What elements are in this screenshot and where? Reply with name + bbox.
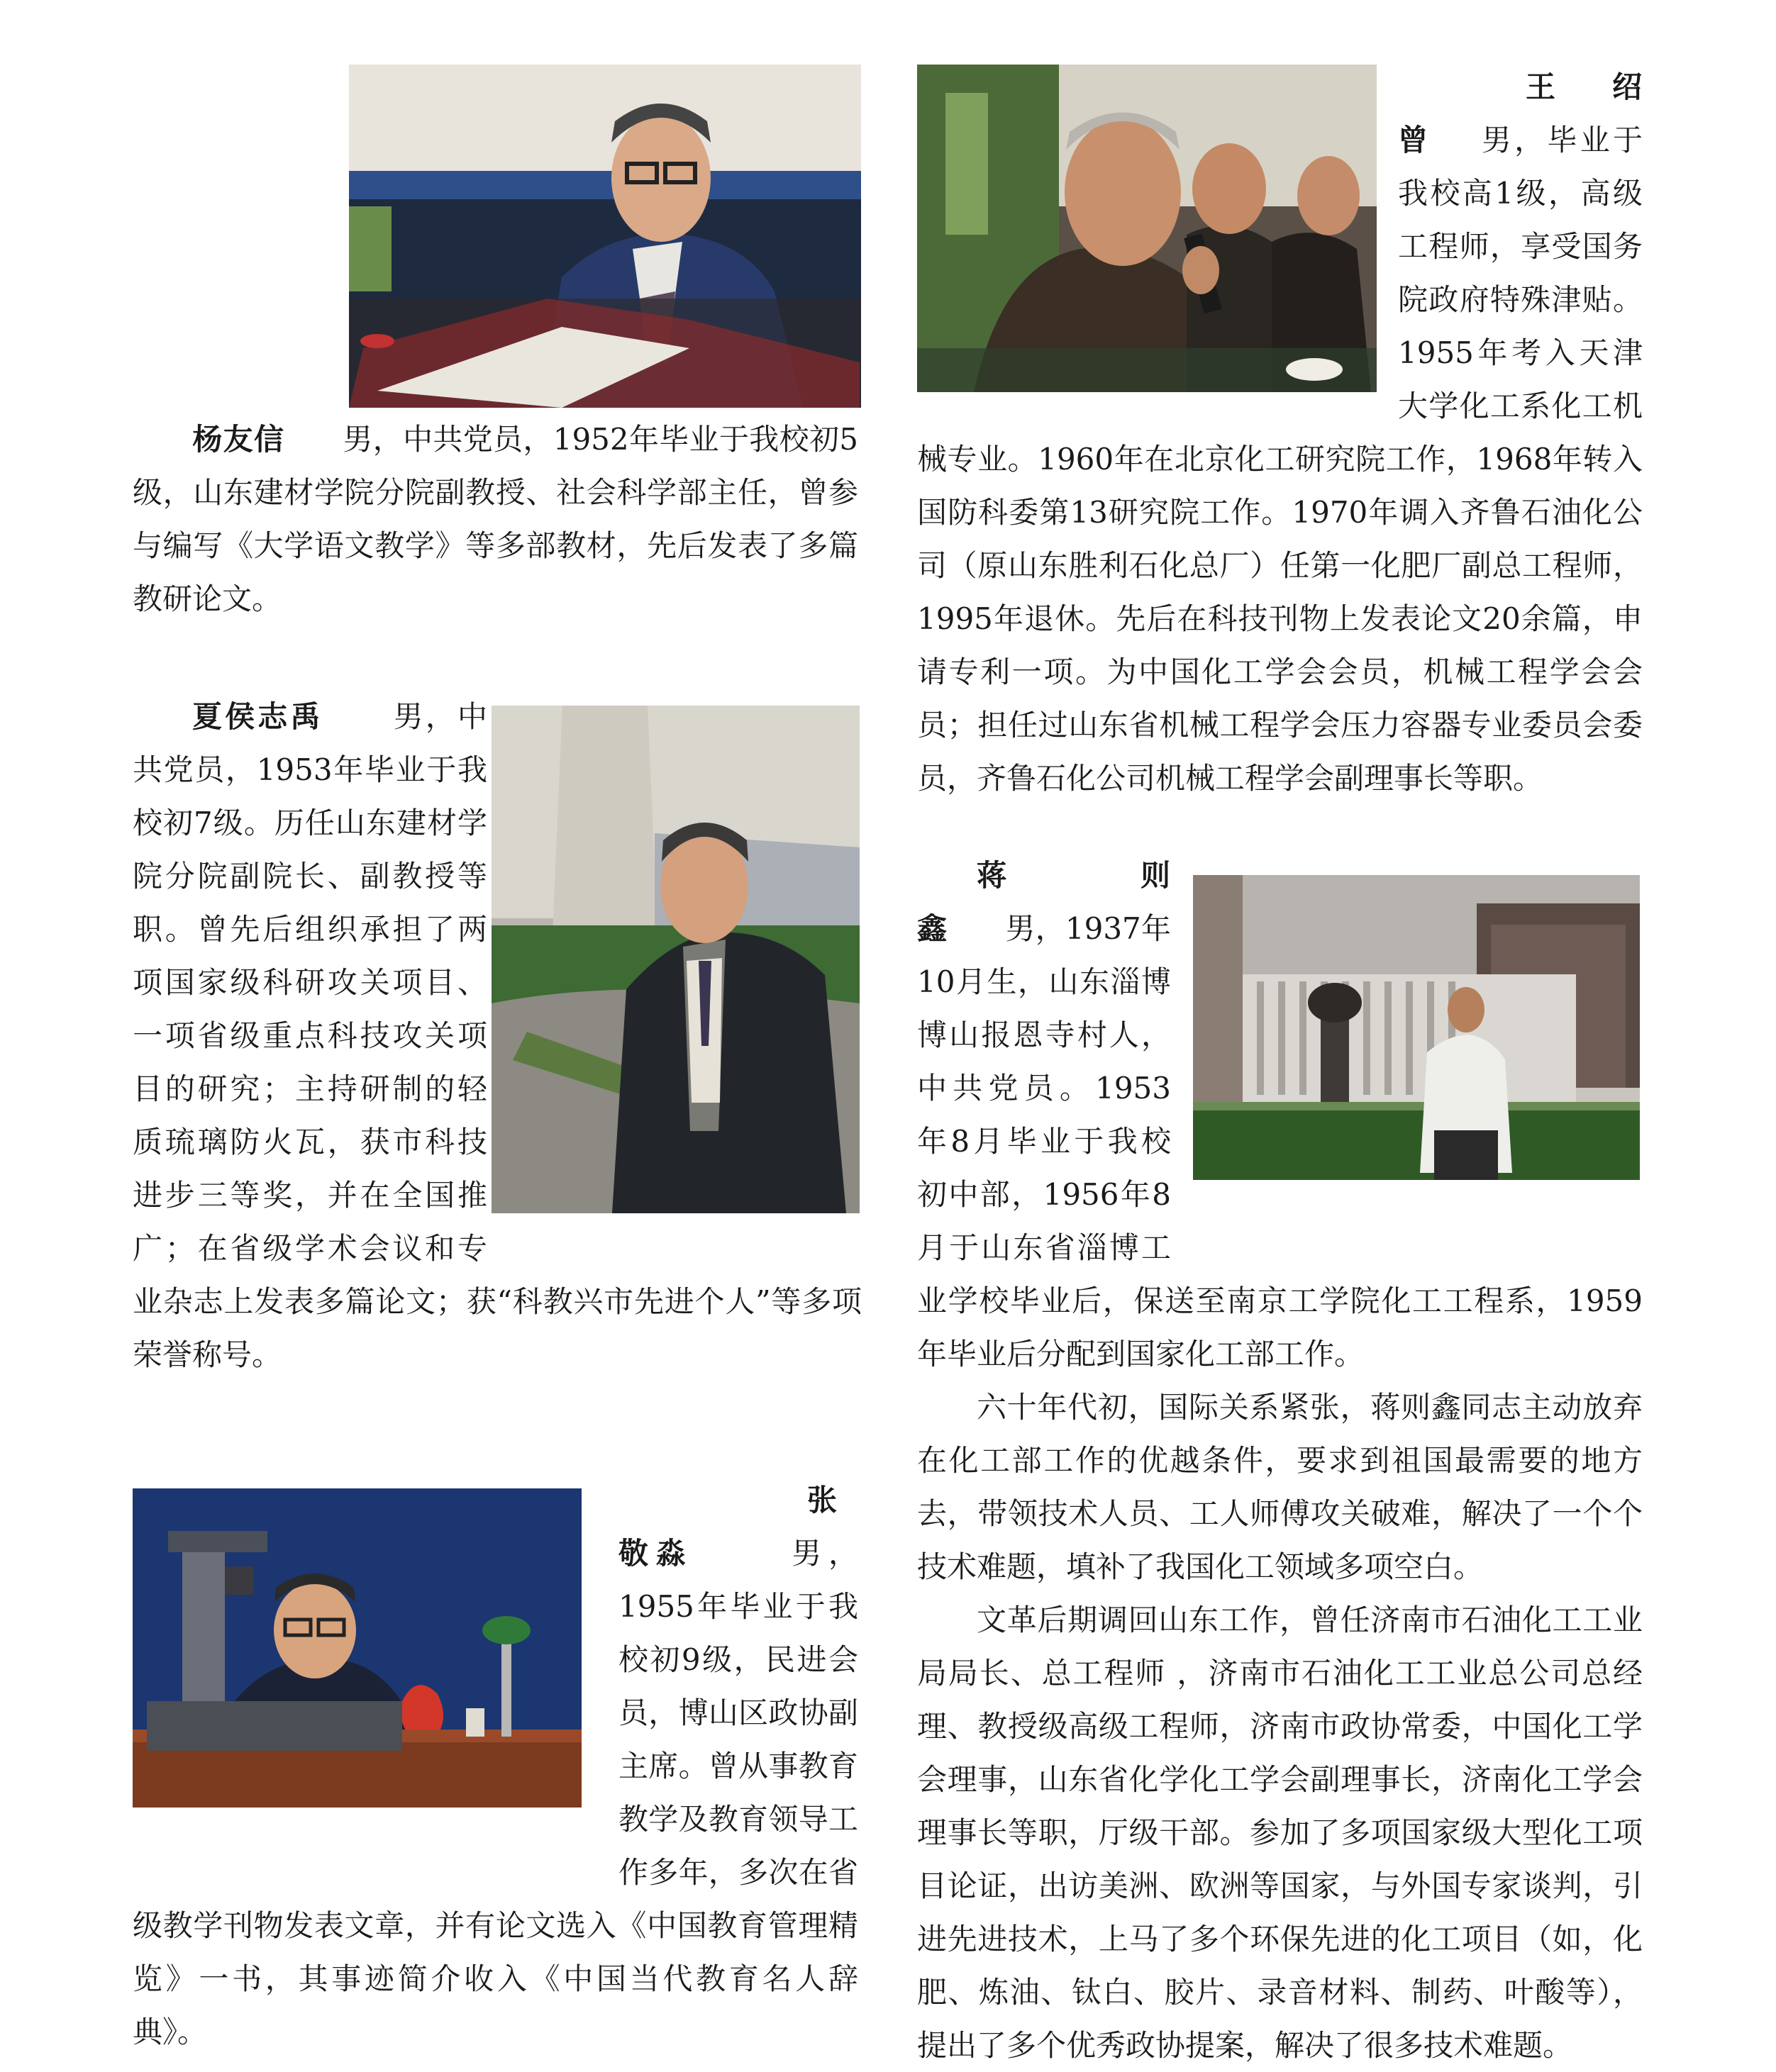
photo-yang-youxin xyxy=(349,65,861,408)
name-xiahou-zhiyu: 夏侯志禹 xyxy=(192,699,323,734)
bio-jiang-zexin xyxy=(917,849,1643,2072)
photo-wrap-spacer xyxy=(917,60,1398,429)
bio-text-wang-shaozeng: 男，毕业于我校高1级，高级工程师，享受国务院政府特殊津贴。1955年考入天津大学化工系化工机械专业。1960年在北京化工研究院工作，1968年转入国防科委第13研究院工作。1970年调入齐鲁石油化公司（原山东胜利石化总厂）任第一化肥厂副总工程师，1995年退休。先后在科技刊物上发表论文20余篇，申请专利一项。为中国化工学会会员，机械工程学会会员；担任过山东省机械工程学会压力容器专业委员会委员，齐鲁石化公司机械工程学会副理事长等职。 xyxy=(917,123,1643,796)
bio-yang-youxin xyxy=(133,413,858,625)
bio-text-zhang-jingmiao: 男，1955年毕业于我校初9级，民进会员，博山区政协副主席。曾从事教育教学及教育领导工作多年，多次在省级教学刊物发表文章，并有论文选入《中国教育管理精览》一书，其事迹简介收入《中国当代教育名人辞典》。 xyxy=(133,1536,858,2049)
bio-para2-jiang-zexin: 六十年代初，国际关系紧张，蒋则鑫同志主动放弃在化工部工作的优越条件，要求到祖国最需要的地方去，带领技术人员、工人师傅攻关破难，解决了一个个技术难题，填补了我国化工领域多项空白。 xyxy=(917,1390,1643,1584)
photo-wrap-spacer xyxy=(487,690,862,1236)
photo-wrap-spacer xyxy=(1171,849,1643,1225)
bio-zhang-jingmiao xyxy=(133,1474,858,2059)
name-zhang-jingmiao: 张敬淼 xyxy=(618,1483,838,1571)
photo-wrap-spacer xyxy=(133,1474,618,1892)
name-wang-shaozeng: 王绍曾 xyxy=(1398,69,1643,157)
bio-para3-jiang-zexin: 文革后期调回山东工作，曾任济南市石油化工工业局局长、总工程师 ，济南市石油化工工业总公司总经理、教授级高级工程师，济南市政协常委，中国化工学会理事，山东省化学化工学会副理事长，济南化工学会理事长等职，厅级干部。参加了多项国家级大型化工项目论证，出访美洲、欧洲等国家，与外国专家谈判，引进先进技术，上马了多个环保先进的化工项目（如，化肥、炼油、钛白、胶片、录音材料、制药、叶酸等），提出了多个优秀政协提案，解决了很多技术难题。 xyxy=(917,1603,1643,2063)
bio-xiahou-zhiyu xyxy=(133,690,862,1381)
bio-text-jiang-zexin: 男，1937年10月生，山东淄博博山报恩寺村人，中共党员。1953年8月毕业于我校初中部，1956年8月于山东省淄博工业学校毕业后，保送至南京工学院化工工程系，1959年毕业后分配到国家化工部工作。 xyxy=(917,911,1643,1371)
bio-wang-shaozeng xyxy=(917,60,1643,805)
name-yang-youxin: 杨友信 xyxy=(192,422,285,457)
bio-text-xiahou-zhiyu: 男，中共党员，1953年毕业于我校初7级。历任山东建材学院分院副院长、副教授等职。曾先后组织承担了两项国家级科研攻关项目、一项省级重点科技攻关项目的研究；主持研制的轻质琉璃防火瓦，获市科技进步三等奖，并在全国推广；在省级学术会议和专业杂志上发表多篇论文；获“科教兴市先进个人”等多项荣誉称号。 xyxy=(133,699,862,1372)
bio-text-yang-youxin: 男，中共党员，1952年毕业于我校初5级，山东建材学院分院副教授、社会科学部主任，曾参与编写《大学语文教学》等多部教材，先后发表了多篇教研论文。 xyxy=(133,422,858,616)
name-jiang-zexin: 蒋则鑫 xyxy=(917,858,1171,946)
